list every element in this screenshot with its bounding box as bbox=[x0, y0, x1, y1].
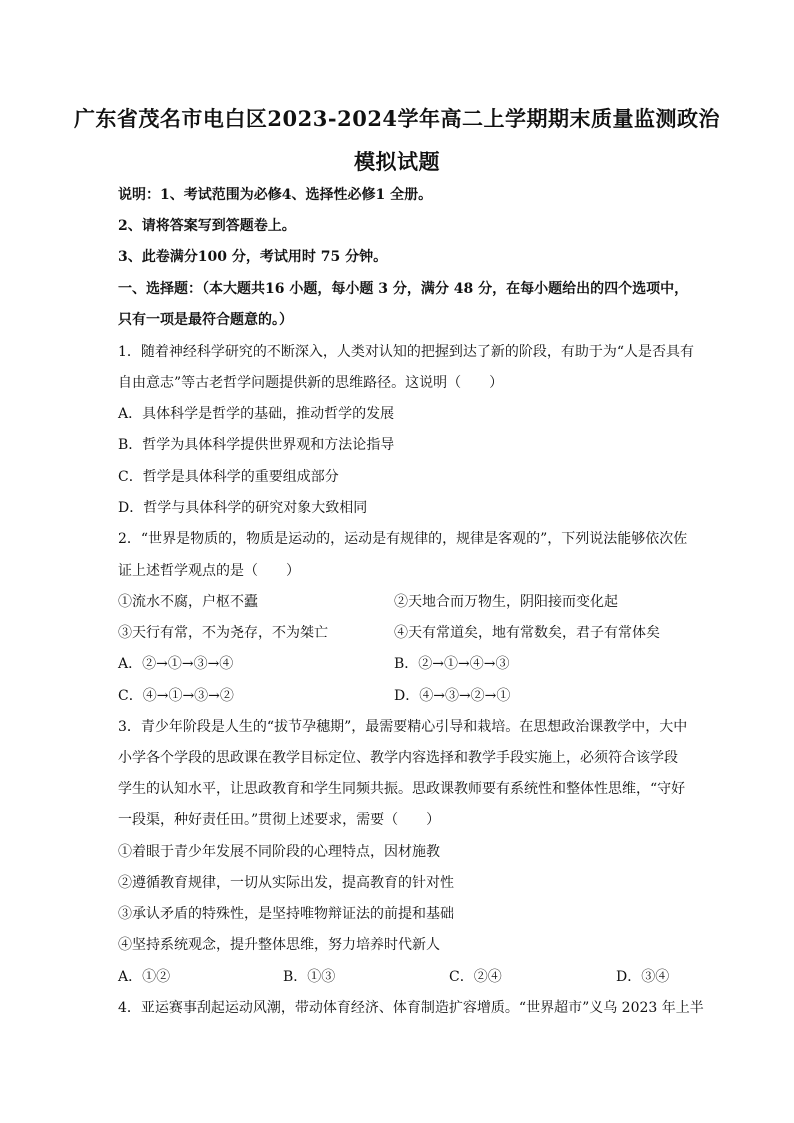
q2-option-b: B．②→①→④→③ bbox=[394, 656, 510, 672]
q1-option-d: D．哲学与具体科学的研究对象大致相同 bbox=[118, 500, 368, 516]
q4-stem-line1: 4．亚运赛事刮起运动风潮，带动体育经济、体育制造扩容增质。“世界超市”义乌 2023 年上半 bbox=[118, 1000, 704, 1016]
note-1: 说明：1、考试范围为必修4、选择性必修1 全册。 bbox=[118, 187, 433, 203]
doc-title-line2: 模拟试题 bbox=[354, 149, 440, 174]
q2-stem-line2: 证上述哲学观点的是（ ） bbox=[118, 563, 300, 579]
q2-option-c: C．④→①→③→② bbox=[118, 688, 234, 704]
q2-stem-line1: 2．“世界是物质的，物质是运动的，运动是有规律的，规律是客观的”，下列说法能够依次佐 bbox=[118, 531, 688, 547]
doc-title-line1: 广东省茂名市电白区2023-2024学年高二上学期期末质量监测政治 bbox=[73, 106, 721, 131]
q3-option-c: C．②④ bbox=[449, 969, 502, 985]
section-heading-line1: 一、选择题：（本大题共16 小题，每小题 3 分，满分 48 分，在每小题给出的四个选项中， bbox=[118, 281, 689, 297]
q3-option-a: A．①② bbox=[118, 969, 171, 985]
q1-option-b: B．哲学为具体科学提供世界观和方法论指导 bbox=[118, 437, 395, 453]
q3-stem-line2: 小学各个学段的思政课在教学目标定位、教学内容选择和教学手段实施上，必须符合该学段 bbox=[118, 750, 678, 766]
q2-option-a: A．②→①→③→④ bbox=[118, 656, 234, 672]
q2-option-d: D．④→③→②→① bbox=[394, 688, 511, 704]
q1-stem-line2: 自由意志”等古老哲学问题提供新的思维路径。这说明（ ） bbox=[118, 375, 504, 391]
q3-item-1: ①着眼于青少年发展不同阶段的心理特点，因材施教 bbox=[118, 844, 440, 860]
q3-stem-line1: 3．青少年阶段是人生的“拔节孕穗期”，最需要精心引导和栽培。在思想政治课教学中，大中 bbox=[118, 719, 688, 735]
q3-option-d: D．③④ bbox=[616, 969, 670, 985]
q2-item-2: ②天地合而万物生，阴阳接而变化起 bbox=[394, 594, 618, 610]
q3-stem-line4: 一段渠，种好责任田。”贯彻上述要求，需要（ ） bbox=[118, 812, 441, 828]
q3-option-b: B．①③ bbox=[283, 969, 336, 985]
q2-item-1: ①流水不腐，户枢不蠹 bbox=[118, 594, 258, 610]
q1-option-c: C．哲学是具体科学的重要组成部分 bbox=[118, 469, 339, 485]
q3-stem-line3: 学生的认知水平，让思政教育和学生同频共振。思政课教师要有系统性和整体性思维，“守好 bbox=[118, 781, 686, 797]
note-3: 3、此卷满分100 分，考试用时 75 分钟。 bbox=[118, 249, 388, 265]
q1-stem-line1: 1．随着神经科学研究的不断深入，人类对认知的把握到达了新的阶段，有助于为“人是否具有 bbox=[118, 344, 695, 360]
q2-item-4: ④天有常道矣，地有常数矣，君子有常体矣 bbox=[394, 625, 660, 641]
q2-item-3: ③天行有常，不为尧存，不为桀亡 bbox=[118, 625, 328, 641]
q1-option-a: A．具体科学是哲学的基础，推动哲学的发展 bbox=[118, 406, 395, 422]
q3-item-4: ④坚持系统观念，提升整体思维，努力培养时代新人 bbox=[118, 937, 440, 953]
q3-item-2: ②遵循教育规律，一切从实际出发，提高教育的针对性 bbox=[118, 875, 454, 891]
note-2: 2、请将答案写到答题卷上。 bbox=[118, 218, 296, 234]
q3-item-3: ③承认矛盾的特殊性，是坚持唯物辩证法的前提和基础 bbox=[118, 906, 454, 922]
section-heading-line2: 只有一项是最符合题意的。） bbox=[118, 312, 293, 328]
